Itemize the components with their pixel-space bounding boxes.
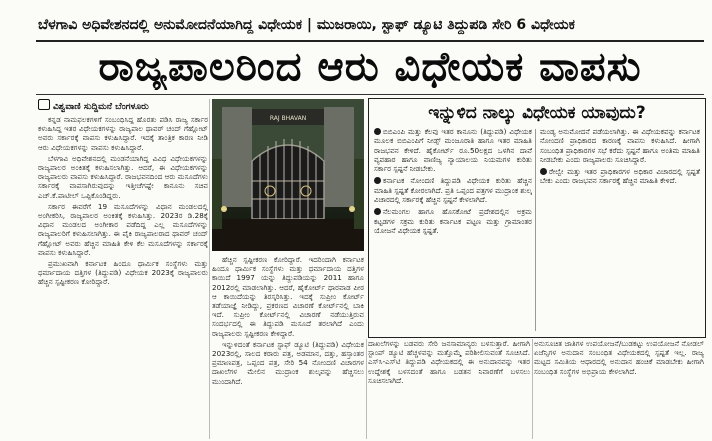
sidebar-item-text: ಕರ್ನಾಟಕ ನೋಂದಣಿ ತಿದ್ದುಪಡಿ ವಿಧೇಯಕ ಕುರಿತು ಹೆಚ್ಚಿನ ಮಾಹಿತಿ ಸ್ಪಷ್ಟತೆ ಕೋರಲಾಗಿದೆ. ಪ್ರತಿ ಒಪ್ಪಂದ ಪತ್ರಗಳ ಮುದ್ರಾಂಕ ಶುಲ್ಕ ವಿಚಾರದಲ್ಲಿ ಸರ್ಕಾರಕ್ಕೆ ಹೆಚ್ಚಿನ ಸ್ಪಷ್ಟನೆ ಕೇಳಲಾಗಿದೆ. xyxy=(374,176,532,205)
middle-column xyxy=(212,255,364,439)
bullet-icon xyxy=(374,208,381,215)
paragraph: ದಾಖಲೆಗಳನ್ನು ಬಡವರು ಸೇರಿ ಜನಸಾಮಾನ್ಯರು ಬಳಸುತ್ತಾರೆ. ಹೀಗಾಗಿ ಸ್ಟಾಂಪ್ ಡ್ಯೂಟಿ ಹೆಚ್ಚಳವನ್ನು ಮತ್ತೊಮ್ಮೆ ಪರಿಶೀಲಿಸುವಂತೆ ಸೂಚಿಸಿದೆ. ಎಸ್‌ಸಿ-ಎಸ್‌ಟಿ ತಿದ್ದುಪಡಿ ವಿಧೇಯಕದಲ್ಲಿ ಈ ಅನುದಾನವನ್ನು ಇತರ ಉದ್ದೇಶಕ್ಕೆ ಬಳಸದಂತೆ ಹಾಗೂ ಬಡತನ ನಿವಾರಣೆಗೆ ಬಳಸಲು ಸೂಚಿಸಲಾಗಿದೆ. xyxy=(368,339,530,385)
sidebar-item xyxy=(540,167,700,186)
headline: ರಾಜ್ಯಪಾಲರಿಂದ ಆರು ವಿಧೇಯಕ ವಾಪಸು xyxy=(98,44,642,90)
sidebar-divider xyxy=(535,129,536,331)
sidebar-item-text: ಮಂಡ್ಯ ಅನುಮೋದನೆ ಪಡೆಯಲಾಗಿತ್ತು. ಈ ವಿಧೇಯಕವನ್ನು ಕರ್ನಾಟಕ ನೋಂದಣಿ ಪ್ರಾಧಿಕಾರದ ಕಾರಣಕ್ಕೆ ವಾಪಸು ಕಳುಹಿಸಿದೆ. ಹೀಗಾಗಿ ಸಂಬಂಧಿತ ಪ್ರಾಧಿಕಾರಗಳ ಸಭೆ ಕರೆದು ಸ್ಪಷ್ಟನೆ ಹಾಗೂ ಅಂತಿಮ ಮಾಹಿತಿ ನೀಡಬೇಕು ಎಂದು ರಾಜ್ಯಪಾಲರು ಸೂಚಿಸಿದ್ದಾರೆ. xyxy=(540,127,700,164)
sidebar-item xyxy=(374,176,532,204)
paragraph: ಬೆಳಗಾವಿ ಅಧಿವೇಶನದಲ್ಲಿ ಮಂಡನೆಯಾಗಿದ್ದ ವಿವಿಧ ವಿಧೇಯಕಗಳನ್ನು ರಾಜ್ಯಪಾಲರ ಅಂಕಿತಕ್ಕೆ ಕಳುಹಿಸಲಾಗಿತ್ತು. ಆದರೆ, ಈ ವಿಧೇಯಕಗಳನ್ನು ರಾಜ್ಯಪಾಲರು ವಾಪಸು ಕಳುಹಿಸಿದ್ದಾರೆ. ರಾಜಭವನದಿಂದ ಆರು ಮಸೂದೆಗಳು ಸರ್ಕಾರಕ್ಕೆ ವಾಪಸಾಗಿರುವುದನ್ನು ಇತ್ತೀಚೆಗಷ್ಟೇ ಕಾನೂನು ಸಚಿವ ಎಚ್.ಕೆ.ಪಾಟೀಲ್ ಒಪ್ಪಿಕೊಂಡಿದ್ದರು. xyxy=(38,153,208,200)
headline-rule xyxy=(36,94,704,95)
paragraph: ಹೆಚ್ಚಿನ ಸ್ಪಷ್ಟೀಕರಣ ಕೋರಿದ್ದಾರೆ. ಇದರಿಂದಾಗಿ ಕರ್ನಾಟಕ ಹಿಂದೂ ಧಾರ್ಮಿಕ ಸಂಸ್ಥೆಗಳು ಮತ್ತು ಧರ್ಮಾದಾಯ ದತ್ತಿಗಳ ಕಾಯಿದೆ 1997 ಯನ್ನು ತಿದ್ದುಪಡಿಯನ್ನು 2011 ಹಾಗೂ 2012ರಲ್ಲಿ ಮಾಡಲಾಗಿತ್ತು. ಆದರೆ, ಹೈಕೋರ್ಟ್ ಧಾರವಾಡ ಪೀಠ ಆ ಕಾಯಿದೆಯನ್ನು ತಿರಸ್ಕರಿಸಿತ್ತು. ಇದಕ್ಕೆ ಸುಪ್ರೀಂ ಕೋರ್ಟ್ ತಡೆಯಾಜ್ಞೆ ನೀಡಿದ್ದು, ಪ್ರಕರಣದ ವಿಚಾರಣೆ ಕೋರ್ಟ್‌ನಲ್ಲಿ ಬಾಕಿ ಇದೆ. ಸುಪ್ರೀಂ ಕೋರ್ಟ್‌ನಲ್ಲಿ ವಿಚಾರಣೆ ನಡೆಯುತ್ತಿರುವ ಸಂದರ್ಭದಲ್ಲಿ ಈ ತಿದ್ದುಪಡಿ ಮಸೂದೆ ತರಲಾಗಿದೆ ಎಂದು ರಾಜ್ಯಪಾಲರು ಸ್ಪಷ್ಟೀಕರಣ ಕೇಳಿದ್ದಾರೆ. xyxy=(212,255,364,338)
sidebar-item xyxy=(540,127,700,164)
sidebar-item xyxy=(374,127,532,173)
raj-bhavan-gate-illustration xyxy=(212,99,364,251)
bullet-icon xyxy=(540,168,547,175)
paragraph: ಸರ್ಕಾರ ಈವರೆಗೆ 19 ಮಸೂದೆಗಳನ್ನು ವಿಧಾನ ಮಂಡಲದಲ್ಲಿ ಅಂಗೀಕರಿಸಿ, ರಾಜ್ಯಪಾಲರ ಅಂಕಿತಕ್ಕೆ ಕಳುಹಿಸಿತ್ತು. 2023ರ ಡಿ.28ಕ್ಕೆ ವಿಧಾನ ಮಂಡಲದ ಅಂಗೀಕಾರ ಪಡೆದಿದ್ದ ಎಲ್ಲ ಮಸೂದೆಗಳನ್ನು ರಾಜ್ಯಪಾಲರಿಗೆ ಕಳುಹಿಸಲಾಗಿತ್ತು. ಈ ಪೈಕಿ ರಾಜ್ಯಪಾಲರಾದ ಥಾವರ್ ಚಂದ್ ಗೆಹ್ಲೋಟ್ ಅವರು ಹೆಚ್ಚಿನ ಮಾಹಿತಿ ಕೇಳಿ ಕೆಲ ಮಸೂದೆಗಳನ್ನು ಸರ್ಕಾರಕ್ಕೆ ವಾಪಸು ಕಳುಹಿಸಿದ್ದಾರೆ. xyxy=(38,201,208,257)
column-divider xyxy=(209,99,210,439)
news-source-icon xyxy=(38,99,50,110)
bullet-icon xyxy=(374,128,381,135)
paragraph: ಅನುಸೂಚಿತ ಜಾತಿಗಳ ಉಪಯೋಜನೆ/ಬುಡಕಟ್ಟು ಉಪಯೋಜನೆ ನೋಡಲ್ ಏಜೆನ್ಸಿಗಳ ಅನುದಾನ ಸಂಬಂಧಿತ ವಿಧೇಯಕದಲ್ಲಿ ಸ್ಪಷ್ಟತೆ ಇಲ್ಲ. ರಾಜ್ಯ ಮಟ್ಟದ ಸಮಿತಿಯ ಆಧಾರದಲ್ಲಿ ಅನುದಾನ ಹಂಚಿಕೆ ಮಾಡಬೇಕು ಹೀಗಾಗಿ ಸಂಬಂಧಿತ ಸಂಸ್ಥೆಗಳ ಅಭಿಪ್ರಾಯ ಕೇಳಲಾಗಿದೆ. xyxy=(534,339,704,376)
sidebar-item-text: ರೇಲ್ವೇ ಮತ್ತು ಇತರ ಪ್ರಾಧಿಕಾರಗಳ ಅಧಿಕಾರ ವಿಚಾರದಲ್ಲಿ ಸ್ಪಷ್ಟತೆ ಬೇಕು ಎಂದು ರಾಜಭವನ ಸರ್ಕಾರಕ್ಕೆ ಹೆಚ್ಚಿನ ಮಾಹಿತಿ ಕೇಳಿದೆ. xyxy=(540,167,700,186)
top-rule xyxy=(36,40,704,42)
gate-sign-text: RAJ BHAVAN xyxy=(269,115,307,122)
sidebar-item-text: ನೆಲಮಂಗಲ ಹಾಗೂ ಹೊಸಕೋಟೆ ಪ್ರದೇಶದಲ್ಲಿನ ಅಕ್ರಮ ಕಟ್ಟಡಗಳ ಸಕ್ರಮ ಕುರಿತು ಕರ್ನಾಟಕ ಪಟ್ಟಣ ಮತ್ತು ಗ್ರಾಮಾಂತರ ಯೋಜನೆ ವಿಧೇಯಕ ಸ್ಪಷ್ಟತೆ. xyxy=(374,207,532,235)
sidebar-title: ಇನ್ನುಳಿದ ನಾಲ್ಕು ವಿಧೇಯಕ ಯಾವುದು? xyxy=(428,103,646,123)
paragraph: ಪ್ರಮುಖವಾಗಿ ಕರ್ನಾಟಕ ಹಿಂದೂ ಧಾರ್ಮಿಕ ಸಂಸ್ಥೆಗಳು ಮತ್ತು ಧರ್ಮಾದಾಯ ದತ್ತಿಗಳ (ತಿದ್ದುಪಡಿ) ವಿಧೇಯಕ 2023ಕ್ಕೆ ರಾಜ್ಯಪಾಲರು ಹೆಚ್ಚಿನ ಸ್ಪಷ್ಟೀಕರಣ ಕೋರಿದ್ದಾರೆ. xyxy=(38,259,208,287)
raj-bhavan-photo xyxy=(212,99,364,251)
bottom-right-column xyxy=(534,339,704,439)
paragraph: ಕನ್ನಡ ನಾಮಫಲಕಗಳಿಗೆ ಸಂಬಂಧಿಸಿದ್ದ ಹೊರತು ಪಡಿಸಿ ರಾಜ್ಯ ಸರ್ಕಾರ ಕಳುಹಿಸಿದ್ದ ಇತರ ವಿಧೇಯಕಗಳನ್ನು ರಾಜ್ಯಪಾಲ ಥಾವರ್ ಚಂದ್ ಗೆಹ್ಲೋಟ್ ಅವರು ಸರ್ಕಾರಕ್ಕೆ ವಾಪಸು ಕಳುಹಿಸಿದ್ದಾರೆ. ಇದಕ್ಕೆ ತಾಂತ್ರಿಕ ಕಾರಣ ನೀಡಿ ಆರು ವಿಧೇಯಕಗಳನ್ನು ವಾಪಸು ಕಳುಹಿಸಿದ್ದಾರೆ. xyxy=(38,115,208,152)
bullet-icon xyxy=(374,177,381,184)
byline-text: ವಿಶ್ವವಾಣಿ ಸುದ್ದಿಮನೆ ಬೆಂಗಳೂರು xyxy=(53,102,149,112)
kicker-strapline: ಬೆಳಗಾವಿ ಅಧಿವೇಶನದಲ್ಲಿ ಅನುಮೋದನೆಯಾಗಿದ್ದ ವಿಧೇಯಕ | ಮುಜರಾಯಿ, ಸ್ಟಾಫ್ ಡ್ಯೂಟಿ ತಿದ್ದುಪಡಿ ಸೇರಿ 6 ವಿಧೇಯಕ xyxy=(38,17,575,33)
sidebar-item-text: ಬಿಬಿಎಂಪಿ ಮತ್ತು ಕೆಲವು ಇತರ ಕಾನೂನು (ತಿದ್ದುಪಡಿ) ವಿಧೇಯಕ ಮೂಲಕ ಬಿಬಿಎಂಪಿಗೆ ನೀಡ್ಸ್ ಮಂಜೂರಾತಿ ಹಾಗೂ ಇತರ ಮಾಹಿತಿ ರಾಜಭವನ ಕೇಳಿದೆ. ಹೈಕೋರ್ಟ್ ರೂ.50ಲಕ್ಷದ ಒಳಗಿನ ದಾವೆ ವ್ಯವಹಾರ ಹಾಗೂ ವಾಣಿಜ್ಯ ನ್ಯಾಯಾಲಯ ನಿಯಮಗಳ ಕುರಿತು ಸರ್ಕಾರ ಸ್ಪಷ್ಟನೆ ನೀಡಬೇಕು. xyxy=(374,127,532,174)
column-divider xyxy=(532,339,533,439)
sidebar-column-left xyxy=(374,127,532,333)
column-divider xyxy=(366,339,367,439)
sidebar-column-right xyxy=(540,127,700,333)
paragraph: ಇನ್ನುಳಿದಂತೆ ಕರ್ನಾಟಕ ಸ್ಟಾಫ್ ಡ್ಯೂಟಿ (ತಿದ್ದುಪಡಿ) ವಿಧೇಯಕ 2023ರಲ್ಲಿ, ಸಾಲದ ಕರಾರು ಪತ್ರ, ಅಡಮಾನ, ದತ್ತು, ಹಸ್ತಾಂತರ ಪ್ರಮಾಣಪತ್ರ, ಒಪ್ಪಂದ ಪತ್ರ, ಸೇರಿ 54 ನೋಂದಣಿ ವಿಚಾರಗಳ ದಾಖಲೆಗಳ ಮೇಲಿನ ಮುದ್ರಾಂಕ ಶುಲ್ಕವನ್ನು ಹೆಚ್ಚಿಸಲು ಮುಂದಾಗಿದೆ. xyxy=(212,339,364,386)
left-column xyxy=(38,115,208,439)
sidebar-box xyxy=(368,98,706,338)
sidebar-item xyxy=(374,207,532,235)
bottom-middle-column xyxy=(368,339,530,439)
